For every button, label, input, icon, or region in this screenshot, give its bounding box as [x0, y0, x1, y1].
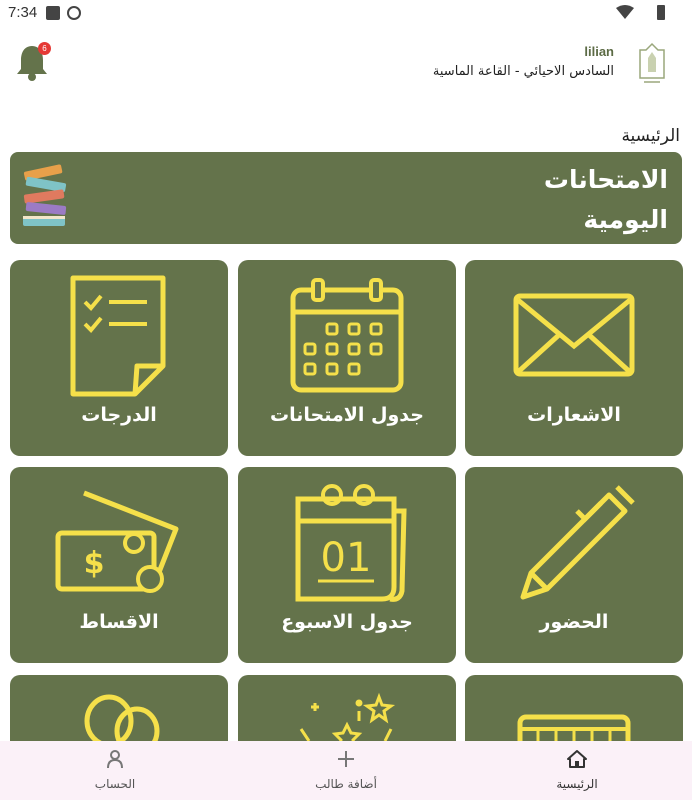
svg-text:01: 01	[320, 535, 372, 581]
nav-home[interactable]	[462, 741, 692, 800]
bottom-nav	[0, 741, 692, 800]
pen-icon	[509, 481, 639, 609]
user-name: lilian	[584, 44, 614, 59]
balloons-icon	[69, 689, 169, 749]
envelope-icon	[510, 290, 638, 380]
tile-label: الاشعارات	[527, 404, 621, 426]
checklist-icon	[67, 274, 171, 398]
tile-installments[interactable]	[10, 467, 228, 663]
plus-icon	[336, 749, 356, 769]
daily-exams-banner[interactable]	[10, 152, 682, 244]
tile-label: جدول الاسبوع	[281, 611, 413, 633]
user-class: السادس الاحيائي - القاعة الماسية	[432, 64, 614, 79]
person-icon	[105, 749, 125, 769]
nav-label: أضافة طالب	[315, 777, 377, 791]
calendar-icon	[287, 278, 407, 396]
tile-label: الدرجات	[81, 404, 157, 426]
nav-label: الحساب	[94, 777, 136, 791]
notification-square-icon	[46, 6, 60, 20]
nav-add-student[interactable]	[231, 741, 461, 800]
calendar-day-icon	[282, 481, 412, 605]
celebration-icon	[287, 689, 407, 749]
sync-circle-icon	[67, 6, 81, 20]
tile-weekly-schedule[interactable]	[238, 467, 456, 663]
nav-label: الرئيسية	[556, 777, 598, 791]
tile-label: الحضور	[539, 611, 609, 633]
money-icon	[54, 485, 184, 603]
status-time: 7:34	[8, 4, 38, 21]
wifi-icon	[616, 5, 634, 20]
notification-badge: 6	[38, 42, 51, 55]
banner-title: الامتحانات اليومية	[543, 165, 668, 234]
status-bar	[0, 0, 692, 26]
battery-icon	[657, 5, 665, 20]
school-logo-icon	[636, 42, 668, 84]
books-icon	[20, 158, 72, 236]
tile-label: جدول الامتحانات	[270, 404, 424, 426]
tile-grades[interactable]	[10, 260, 228, 456]
home-icon	[566, 749, 588, 769]
tile-label: الاقساط	[79, 611, 159, 633]
page-title: الرئيسية	[621, 126, 680, 146]
tile-exam-schedule[interactable]	[238, 260, 456, 456]
svg-text:$: $	[83, 546, 105, 581]
nav-account[interactable]	[0, 741, 230, 800]
tile-attendance[interactable]	[465, 467, 683, 663]
tile-notifications[interactable]	[465, 260, 683, 456]
